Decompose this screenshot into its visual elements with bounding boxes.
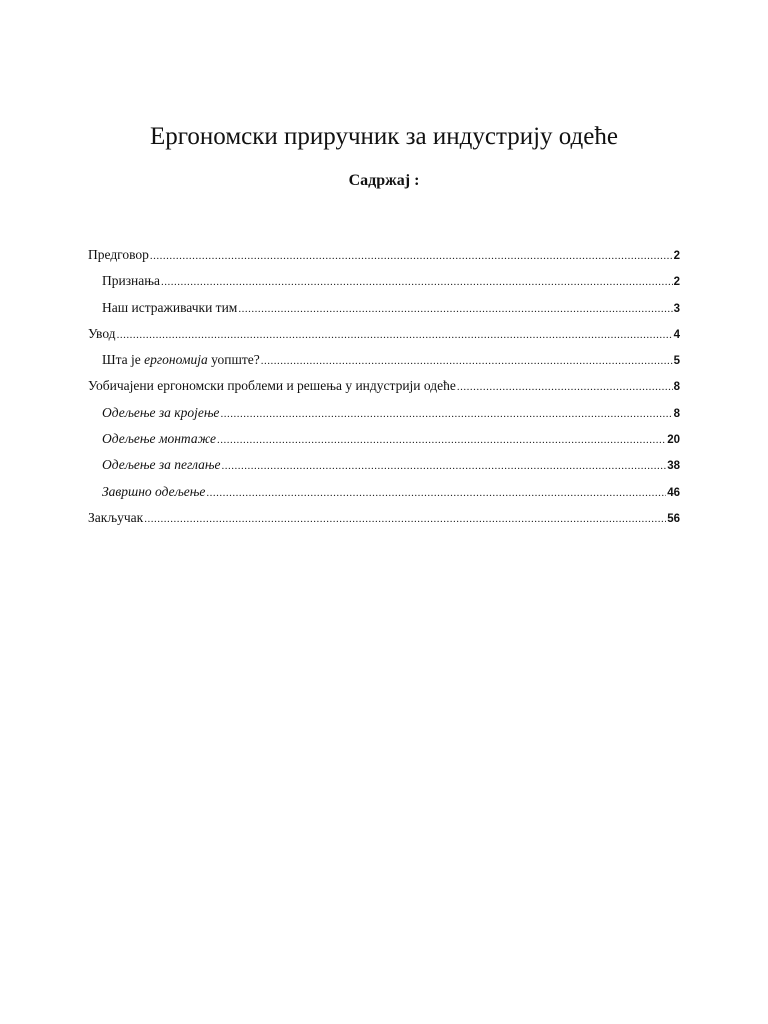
dot-leader bbox=[457, 381, 673, 393]
dot-leader bbox=[144, 513, 666, 525]
toc-page-number: 2 bbox=[673, 250, 680, 262]
toc-label-italic-part: ергономија bbox=[144, 352, 208, 368]
toc-entry-label: Признања bbox=[102, 273, 161, 289]
toc-page-number: 38 bbox=[667, 460, 680, 473]
table-of-contents bbox=[88, 247, 680, 536]
toc-page-number: 8 bbox=[673, 407, 680, 420]
toc-entry-label: Завршно одељење bbox=[102, 483, 206, 499]
toc-entry-label bbox=[102, 352, 260, 368]
dot-leader bbox=[261, 355, 673, 367]
toc-page-number: 2 bbox=[673, 276, 680, 289]
toc-entry-common-problems[interactable] bbox=[88, 378, 680, 404]
toc-entry-introduction[interactable] bbox=[88, 326, 680, 352]
toc-entry-label: Предговор bbox=[88, 247, 149, 262]
dot-leader bbox=[222, 460, 667, 472]
toc-entry-conclusion[interactable] bbox=[88, 510, 680, 536]
dot-leader bbox=[217, 434, 666, 446]
toc-entry-label: Наш истраживачки тим bbox=[102, 299, 238, 315]
dot-leader bbox=[206, 487, 666, 499]
dot-leader bbox=[150, 250, 673, 262]
toc-entry-label: Увод bbox=[88, 325, 116, 341]
toc-entry-assembly-department[interactable] bbox=[88, 431, 680, 457]
dot-leader bbox=[161, 276, 673, 288]
toc-entry-label: Одељење за пеглање bbox=[102, 457, 221, 473]
dot-leader bbox=[117, 329, 673, 341]
toc-page-number: 8 bbox=[673, 381, 680, 394]
toc-entry-research-team[interactable] bbox=[88, 300, 680, 326]
toc-entry-ironing-department[interactable] bbox=[88, 457, 680, 483]
toc-label-part: Шта је bbox=[102, 352, 145, 368]
toc-page-number: 4 bbox=[673, 328, 680, 341]
toc-entry-label: Закључак bbox=[88, 509, 144, 525]
toc-entry-what-is-ergonomics[interactable] bbox=[88, 352, 680, 378]
toc-entry-cutting-department[interactable] bbox=[88, 405, 680, 431]
toc-page-number: 5 bbox=[673, 355, 680, 368]
toc-entry-label: Уобичајени ергономски проблеми и решења у индустрији одеће bbox=[88, 378, 456, 394]
toc-label-part: уопште? bbox=[207, 352, 260, 368]
toc-entry-foreword[interactable] bbox=[88, 247, 680, 273]
toc-entry-label: Одељење монтаже bbox=[102, 431, 216, 447]
document-title: Ергономски приручник за индустрију одеће bbox=[150, 123, 618, 150]
toc-entry-finishing-department[interactable] bbox=[88, 484, 680, 510]
dot-leader bbox=[220, 408, 672, 420]
toc-page-number: 46 bbox=[667, 486, 680, 499]
toc-entry-acknowledgements[interactable] bbox=[88, 273, 680, 299]
toc-page-number: 3 bbox=[673, 302, 680, 315]
dot-leader bbox=[238, 303, 672, 315]
toc-page-number: 20 bbox=[667, 434, 680, 447]
toc-entry-label: Одељење за кројење bbox=[102, 404, 220, 420]
toc-page-number: 56 bbox=[667, 512, 680, 525]
toc-heading: Садржај : bbox=[348, 172, 420, 189]
